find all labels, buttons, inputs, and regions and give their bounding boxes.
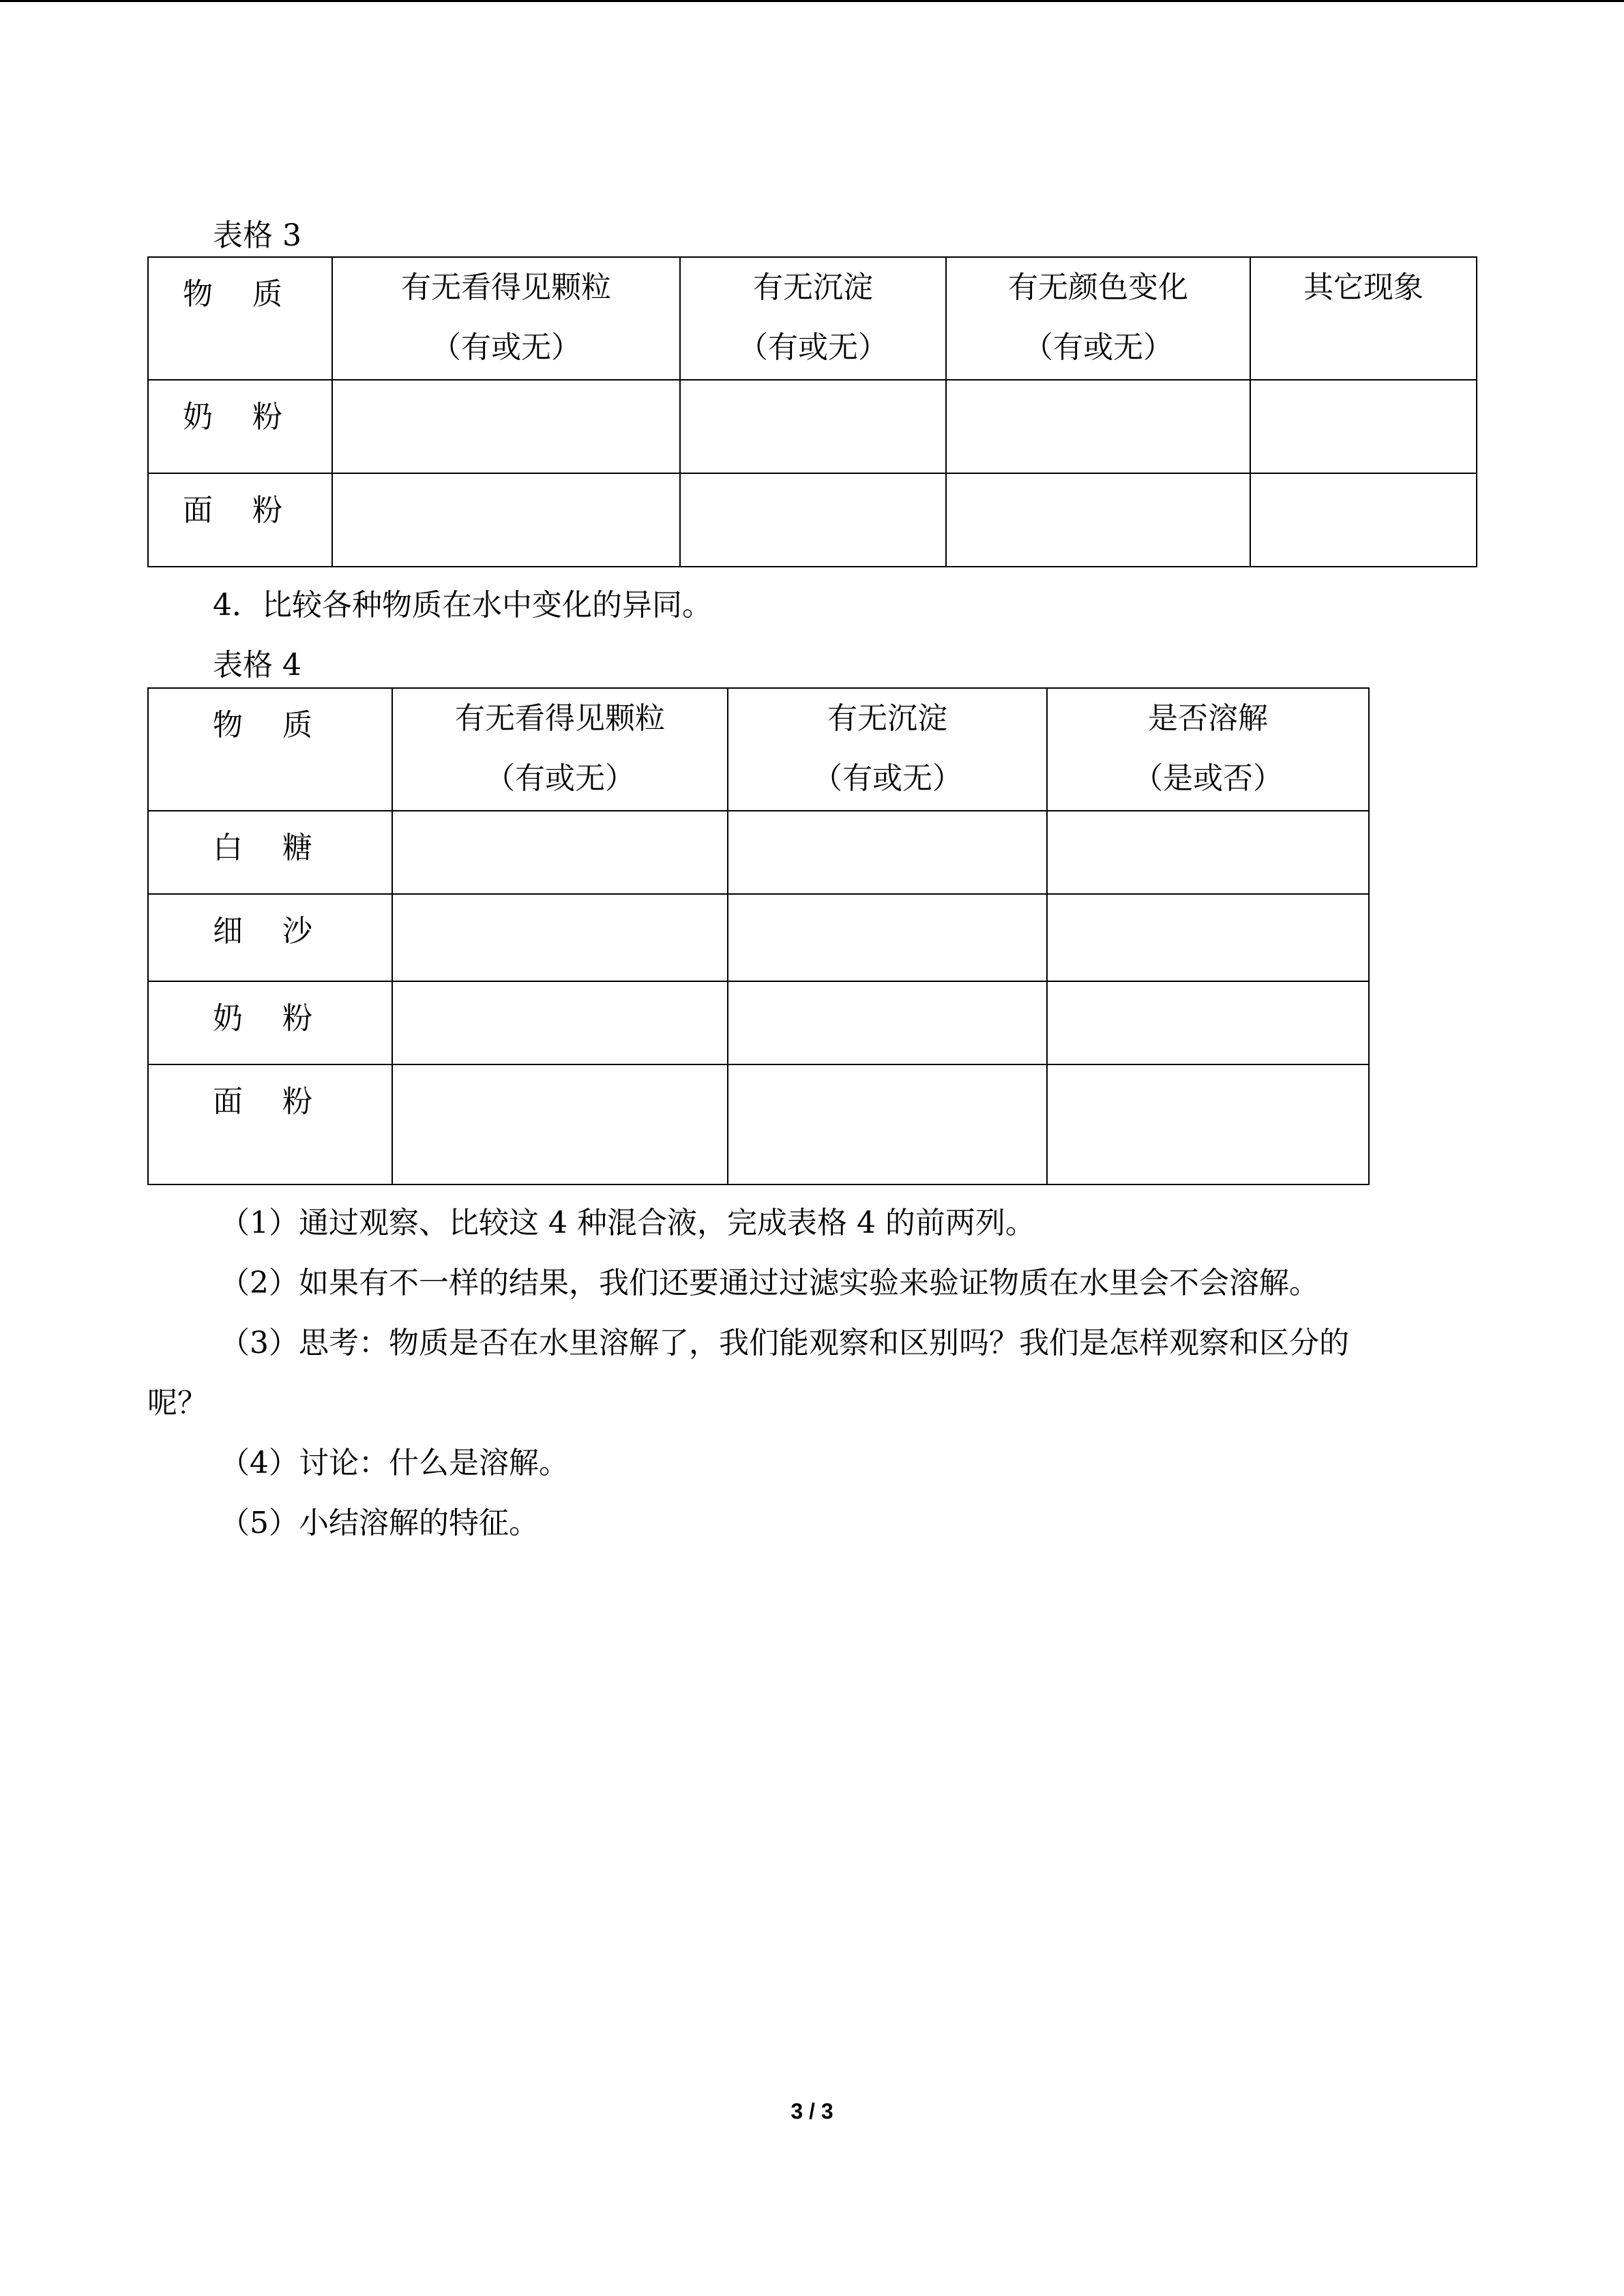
page-number: 3 / 3 <box>791 2099 833 2123</box>
row-label: 奶 粉 <box>183 400 297 434</box>
header-sublabel: （有或无） <box>1023 330 1173 365</box>
step-4: （4）讨论：什么是溶解。 <box>220 1446 569 1480</box>
step-1: （1）通过观察、比较这 4 种混合液，完成表格 4 的前两列。 <box>220 1206 1035 1240</box>
row-label: 白 糖 <box>213 831 327 865</box>
answer-cell[interactable] <box>392 811 728 894</box>
table-row <box>148 1064 1369 1184</box>
row-label-cell <box>148 473 332 567</box>
table-row <box>148 473 1477 567</box>
header-label: 是否溶解 <box>1148 701 1268 736</box>
row-label-cell <box>148 894 392 981</box>
table4-header-cell <box>148 688 392 811</box>
header-label: 物 质 <box>213 708 327 743</box>
answer-cell[interactable] <box>1250 380 1477 473</box>
table3-header-cell <box>946 257 1250 380</box>
row-label: 奶 粉 <box>213 1001 327 1036</box>
table4-header-cell <box>728 688 1047 811</box>
header-sublabel: （有或无） <box>431 330 581 365</box>
table4 <box>147 687 1370 1185</box>
answer-cell[interactable] <box>332 380 680 473</box>
table4-caption: 表格 4 <box>213 648 301 683</box>
answer-cell[interactable] <box>1250 473 1477 567</box>
answer-cell[interactable] <box>392 981 728 1064</box>
table-row <box>148 981 1369 1064</box>
answer-cell[interactable] <box>392 894 728 981</box>
answer-cell[interactable] <box>946 380 1250 473</box>
header-label: 有无沉淀 <box>753 270 873 305</box>
header-label: 有无看得见颗粒 <box>401 270 611 305</box>
answer-cell[interactable] <box>728 1064 1047 1184</box>
header-label: 有无颜色变化 <box>1008 270 1188 305</box>
answer-cell[interactable] <box>1047 1064 1369 1184</box>
row-label: 细 沙 <box>213 914 327 949</box>
answer-cell[interactable] <box>332 473 680 567</box>
row-label-cell <box>148 380 332 473</box>
row-label-cell <box>148 1064 392 1184</box>
header-sublabel: （有或无） <box>812 761 962 796</box>
table3-header-cell <box>1250 257 1477 380</box>
answer-cell[interactable] <box>728 811 1047 894</box>
table-row <box>148 811 1369 894</box>
table3 <box>147 256 1477 567</box>
table3-header-row <box>148 257 1477 380</box>
header-label: 物 质 <box>183 277 297 312</box>
row-label: 面 粉 <box>213 1084 327 1119</box>
answer-cell[interactable] <box>680 380 946 473</box>
table3-header-cell <box>148 257 332 380</box>
answer-cell[interactable] <box>1047 894 1369 981</box>
answer-cell[interactable] <box>680 473 946 567</box>
header-label: 其它现象 <box>1303 270 1423 305</box>
step-5: （5）小结溶解的特征。 <box>220 1506 539 1540</box>
table-row <box>148 380 1477 473</box>
header-sublabel: （是或否） <box>1133 761 1283 796</box>
row-label: 面 粉 <box>183 493 297 528</box>
header-label: 有无看得见颗粒 <box>455 701 665 736</box>
step-3-continuation: 呢？ <box>147 1386 207 1420</box>
header-sublabel: （有或无） <box>485 761 635 796</box>
header-label: 有无沉淀 <box>827 701 947 736</box>
answer-cell[interactable] <box>728 981 1047 1064</box>
answer-cell[interactable] <box>946 473 1250 567</box>
table4-header-row <box>148 688 1369 811</box>
answer-cell[interactable] <box>392 1064 728 1184</box>
table-row <box>148 894 1369 981</box>
table4-header-cell <box>392 688 728 811</box>
header-sublabel: （有或无） <box>738 330 888 365</box>
answer-cell[interactable] <box>728 894 1047 981</box>
answer-cell[interactable] <box>1047 811 1369 894</box>
table3-header-cell <box>680 257 946 380</box>
step-3: （3）思考：物质是否在水里溶解了，我们能观察和区别吗？我们是怎样观察和区分的 <box>220 1326 1349 1360</box>
table4-header-cell <box>1047 688 1369 811</box>
section4-heading: 4．比较各种物质在水中变化的异同。 <box>213 588 712 623</box>
row-label-cell <box>148 981 392 1064</box>
table3-caption: 表格 3 <box>213 218 301 253</box>
answer-cell[interactable] <box>1047 981 1369 1064</box>
row-label-cell <box>148 811 392 894</box>
step-2: （2）如果有不一样的结果，我们还要通过过滤实验来验证物质在水里会不会溶解。 <box>220 1266 1319 1300</box>
page-top-border <box>0 0 1624 2</box>
table3-header-cell <box>332 257 680 380</box>
